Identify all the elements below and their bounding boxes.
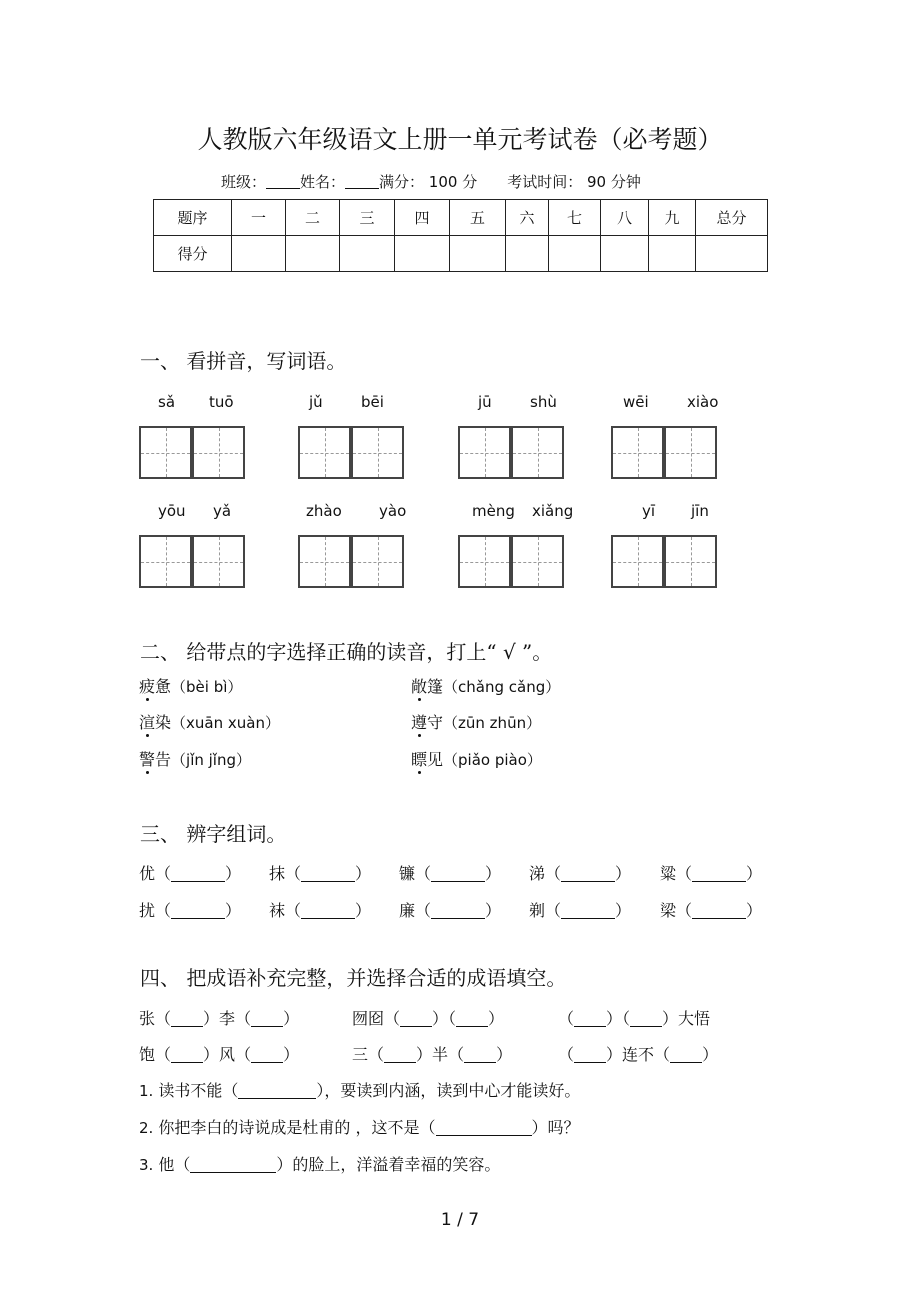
writing-grid-box[interactable] <box>664 426 717 479</box>
char: 梁 <box>660 901 677 920</box>
score-header-cell: 五 <box>450 200 506 236</box>
word-item: 剃（ ） <box>529 901 632 920</box>
pinyin-options[interactable]: （jǐn jǐng） <box>171 751 252 769</box>
pinyin: yǎ <box>213 502 232 520</box>
word-item: 粱（ ） <box>660 864 763 883</box>
char: 扰 <box>139 901 156 920</box>
score-header-cell: 九 <box>649 200 696 236</box>
item-char: 见 <box>427 750 444 769</box>
dotted-char: 疲 <box>139 677 156 696</box>
answer-blank[interactable] <box>251 1012 283 1027</box>
name-blank[interactable] <box>345 174 379 189</box>
idiom-item: 囫囵（ ）（ ） <box>352 1009 505 1028</box>
answer-blank[interactable] <box>238 1084 316 1099</box>
sentence-text: 读书不能（ <box>158 1081 239 1100</box>
idiom-char: 风 <box>219 1045 236 1064</box>
page-number: 1 / 7 <box>440 1210 480 1230</box>
pinyin: xiǎng <box>532 502 574 520</box>
sentence-text: 你把李白的诗说成是杜甫的 ，这不是（ <box>158 1118 436 1137</box>
answer-blank[interactable] <box>574 1012 606 1027</box>
dotted-char: 警 <box>139 750 156 769</box>
score-cell[interactable] <box>232 236 286 272</box>
answer-blank[interactable] <box>431 904 485 919</box>
score-cell[interactable] <box>601 236 649 272</box>
score-header-cell: 题序 <box>154 200 232 236</box>
char: 涕 <box>529 864 546 883</box>
writing-grid-box[interactable] <box>458 535 511 588</box>
answer-blank[interactable] <box>251 1048 283 1063</box>
score-cell[interactable] <box>506 236 549 272</box>
writing-grid-box[interactable] <box>351 426 404 479</box>
item-char: 染 <box>155 713 172 732</box>
answer-blank[interactable] <box>456 1012 488 1027</box>
answer-blank[interactable] <box>301 904 355 919</box>
item-char: 篷 <box>427 677 444 696</box>
score-cell[interactable] <box>395 236 450 272</box>
section-3-heading: 三、 辨字组词。 <box>140 822 287 846</box>
pinyin: tuō <box>209 393 234 411</box>
sentence-number: 2. <box>139 1119 154 1137</box>
score-header-cell: 二 <box>286 200 340 236</box>
answer-blank[interactable] <box>436 1121 532 1136</box>
answer-blank[interactable] <box>692 867 746 882</box>
page-title: 人教版六年级语文上册一单元考试卷（必考题） <box>197 125 723 154</box>
answer-blank[interactable] <box>301 867 355 882</box>
writing-grid-box[interactable] <box>611 535 664 588</box>
name-label: 姓名： <box>300 173 346 191</box>
score-row <box>154 236 768 272</box>
writing-grid-box[interactable] <box>351 535 404 588</box>
idiom-item: （ ）（ ）大悟 <box>558 1009 711 1028</box>
reading-item <box>139 747 251 770</box>
idiom-item: （ ）连不（ ） <box>558 1045 719 1064</box>
pinyin: xiào <box>687 393 719 411</box>
sentence-text: ）吗？ <box>531 1118 580 1137</box>
pinyin: yī <box>642 502 656 520</box>
writing-grid-box[interactable] <box>192 535 245 588</box>
dotted-char: 遵 <box>411 713 428 732</box>
pinyin: shù <box>530 393 557 411</box>
word-item: 涕（ ） <box>529 864 632 883</box>
pinyin: jīn <box>691 502 709 520</box>
score-cell[interactable] <box>649 236 696 272</box>
writing-grid-box[interactable] <box>511 426 564 479</box>
pinyin: wēi <box>623 393 649 411</box>
score-header-cell: 七 <box>549 200 601 236</box>
writing-grid-box[interactable] <box>139 426 192 479</box>
info-line <box>221 171 641 192</box>
pinyin: jū <box>478 393 492 411</box>
idiom-item: 三（ ）半（ ） <box>352 1045 513 1064</box>
answer-blank[interactable] <box>561 904 615 919</box>
char: 抹 <box>269 864 286 883</box>
answer-blank[interactable] <box>630 1012 662 1027</box>
answer-blank[interactable] <box>400 1012 432 1027</box>
idiom-char: 大悟 <box>678 1009 711 1028</box>
writing-grid-box[interactable] <box>298 426 351 479</box>
answer-blank[interactable] <box>171 867 225 882</box>
sentence-1 <box>139 1078 580 1101</box>
idiom-char: 囫囵 <box>352 1009 385 1028</box>
item-char: 守 <box>427 713 444 732</box>
writing-grid-box[interactable] <box>298 535 351 588</box>
sentence-number: 3. <box>139 1156 154 1174</box>
idiom-char: 张 <box>139 1009 156 1028</box>
word-item: 廉（ ） <box>399 901 502 920</box>
char: 粱 <box>660 864 677 883</box>
score-row-label: 得分 <box>154 236 232 272</box>
reading-item <box>139 710 280 733</box>
sentence-number: 1. <box>139 1082 154 1100</box>
answer-blank[interactable] <box>574 1048 606 1063</box>
exam-time: 考试时间： 90 分钟 <box>507 173 641 191</box>
sentence-text: ）的脸上，洋溢着幸福的笑容。 <box>276 1155 501 1174</box>
answer-blank[interactable] <box>171 904 225 919</box>
score-header-row <box>154 200 768 236</box>
word-item: 镰（ ） <box>399 864 502 883</box>
score-cell[interactable] <box>340 236 395 272</box>
word-item: 梁（ ） <box>660 901 763 920</box>
pinyin-options[interactable]: （chǎng cǎng） <box>443 678 561 696</box>
dotted-char: 瞟 <box>411 750 428 769</box>
answer-blank[interactable] <box>171 1012 203 1027</box>
idiom-char: 连不 <box>622 1045 655 1064</box>
score-header-cell: 四 <box>395 200 450 236</box>
section-2-heading: 二、 给带点的字选择正确的读音，打上“ √ ”。 <box>140 640 553 664</box>
reading-item <box>411 747 542 770</box>
score-table <box>153 199 768 272</box>
item-char: 告 <box>155 750 172 769</box>
char: 袜 <box>269 901 286 920</box>
sentence-text: ），要读到内涵，读到中心才能读好。 <box>316 1081 581 1100</box>
full-score: 满分： 100 分 <box>379 173 478 191</box>
char: 镰 <box>399 864 416 883</box>
idiom-char: 三 <box>352 1045 369 1064</box>
idiom-char: 饱 <box>139 1045 156 1064</box>
answer-blank[interactable] <box>670 1048 702 1063</box>
score-cell[interactable] <box>549 236 601 272</box>
score-header-cell: 三 <box>340 200 395 236</box>
pinyin-options[interactable]: （piǎo piào） <box>443 751 542 769</box>
answer-blank[interactable] <box>190 1158 276 1173</box>
dotted-char: 渲 <box>139 713 156 732</box>
sentence-text: 他（ <box>158 1155 191 1174</box>
score-header-cell: 总分 <box>696 200 768 236</box>
char: 剃 <box>529 901 546 920</box>
pinyin: yào <box>379 502 407 520</box>
dotted-char: 敞 <box>411 677 428 696</box>
answer-blank[interactable] <box>171 1048 203 1063</box>
score-cell[interactable] <box>450 236 506 272</box>
reading-item <box>411 710 541 733</box>
answer-blank[interactable] <box>692 904 746 919</box>
answer-blank[interactable] <box>464 1048 496 1063</box>
score-cell[interactable] <box>696 236 768 272</box>
class-label: 班级： <box>221 173 267 191</box>
writing-grid-box[interactable] <box>511 535 564 588</box>
word-item: 袜（ ） <box>269 901 372 920</box>
pinyin-options[interactable]: （xuān xuàn） <box>171 714 280 732</box>
section-4-heading: 四、 把成语补充完整，并选择合适的成语填空。 <box>140 966 567 990</box>
word-item: 扰（ ） <box>139 901 242 920</box>
idiom-char: 李 <box>219 1009 236 1028</box>
idiom-item: 张（ ）李（ ） <box>139 1009 300 1028</box>
answer-blank[interactable] <box>561 867 615 882</box>
pinyin: jǔ <box>309 393 323 411</box>
pinyin: bēi <box>361 393 384 411</box>
word-item: 抹（ ） <box>269 864 372 883</box>
pinyin: mèng <box>472 502 515 520</box>
sentence-2 <box>139 1115 580 1138</box>
score-header-cell: 八 <box>601 200 649 236</box>
class-blank[interactable] <box>266 174 300 189</box>
writing-grid-box[interactable] <box>192 426 245 479</box>
writing-grid-box[interactable] <box>664 535 717 588</box>
sentence-3 <box>139 1152 500 1175</box>
score-header-cell: 六 <box>506 200 549 236</box>
idiom-char: 半 <box>432 1045 449 1064</box>
item-char: 惫 <box>155 677 172 696</box>
char: 优 <box>139 864 156 883</box>
writing-grid-box[interactable] <box>139 535 192 588</box>
answer-blank[interactable] <box>384 1048 416 1063</box>
score-header-cell: 一 <box>232 200 286 236</box>
writing-grid-box[interactable] <box>611 426 664 479</box>
answer-blank[interactable] <box>431 867 485 882</box>
pinyin: yōu <box>158 502 186 520</box>
writing-grid-box[interactable] <box>458 426 511 479</box>
reading-item <box>139 674 242 697</box>
idiom-item: 饱（ ）风（ ） <box>139 1045 300 1064</box>
pinyin: sǎ <box>158 393 176 411</box>
char: 廉 <box>399 901 416 920</box>
reading-item <box>411 674 560 697</box>
section-1-heading: 一、 看拼音，写词语。 <box>140 349 347 373</box>
pinyin: zhào <box>306 502 342 520</box>
pinyin-options[interactable]: （zūn zhūn） <box>443 714 542 732</box>
pinyin-options[interactable]: （bèi bì） <box>171 678 243 696</box>
score-cell[interactable] <box>286 236 340 272</box>
word-item: 优（ ） <box>139 864 242 883</box>
